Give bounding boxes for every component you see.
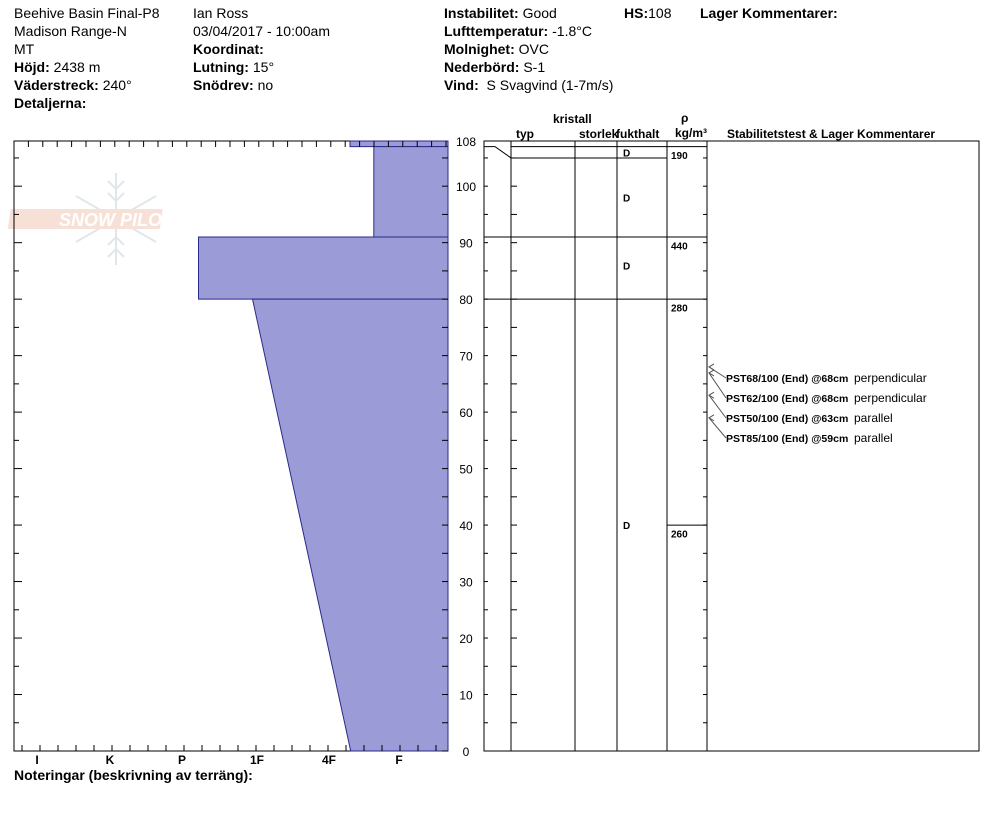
wind-label: Vind:	[444, 77, 479, 93]
observation-datetime: 03/04/2017 - 10:00am	[193, 23, 330, 39]
x-tick-label: K	[105, 753, 115, 767]
observer-name: Ian Ross	[193, 5, 249, 21]
hardness-bar	[199, 237, 449, 299]
hs-value: 108	[648, 5, 672, 21]
airtemp-label: Lufttemperatur:	[444, 23, 549, 39]
stability-test-note: parallel	[854, 411, 893, 425]
density-label: 190	[671, 151, 688, 163]
range-name: Madison Range-N	[14, 23, 127, 39]
y-tick-label: 108	[455, 135, 477, 149]
header-storlek: storlek	[579, 127, 619, 141]
stability-test-label: PST62/100 (End) @68cm	[726, 393, 849, 405]
header-rho-unit: kg/m³	[675, 126, 708, 140]
layer-table-frame	[484, 141, 979, 751]
x-tick-label: I	[35, 753, 39, 767]
slope-label: Lutning:	[193, 59, 249, 75]
aspect-value: 240°	[102, 77, 132, 93]
header-kristall: kristall	[553, 112, 592, 126]
stability-test-label: PST50/100 (End) @63cm	[726, 413, 849, 425]
logo-text: SNOW PILOT	[59, 210, 173, 230]
moisture-label: D	[623, 193, 631, 205]
coordinate-label: Koordinat:	[193, 41, 264, 57]
moisture-label: D	[623, 148, 631, 160]
x-tick-label: 4F	[321, 753, 337, 767]
slope-value: 15°	[252, 59, 275, 75]
details-label: Detaljerna:	[14, 95, 87, 111]
stability-test-arrow	[709, 370, 714, 376]
y-tick-label: 10	[459, 688, 473, 703]
header-stability: Stabilitetstest & Lager Kommentarer	[727, 127, 936, 141]
header-typ: typ	[516, 127, 534, 141]
y-tick-label: 100	[455, 180, 477, 195]
drift-label: Snödrev:	[193, 77, 254, 93]
drift-value: no	[257, 77, 274, 93]
footer-notes-label: Noteringar (beskrivning av terräng):	[14, 767, 253, 783]
airtemp-value: -1.8°C	[552, 23, 592, 39]
x-tick-label: 1F	[249, 753, 265, 767]
density-label: 280	[671, 303, 688, 315]
y-tick-label: 70	[459, 349, 473, 364]
stability-test-note: parallel	[854, 431, 893, 445]
header-rho: ρ	[681, 111, 689, 125]
wind-value: S Svagvind (1-7m/s)	[486, 77, 614, 93]
stability-test-pointer	[709, 395, 726, 418]
density-label: 260	[671, 529, 688, 541]
moisture-label: D	[623, 521, 631, 533]
precip-label: Nederbörd:	[444, 59, 520, 75]
stability-label: Instabilitet:	[444, 5, 519, 21]
y-tick-label: 0	[462, 745, 470, 759]
precip-value: S-1	[523, 59, 546, 75]
stability-value: Good	[522, 5, 557, 21]
stability-test-arrow	[709, 415, 714, 421]
x-tick-label: F	[395, 753, 403, 767]
hardness-bar	[350, 141, 448, 147]
y-tick-label: 30	[459, 575, 473, 590]
stability-test-note: perpendicular	[854, 391, 927, 405]
hardness-bar	[253, 299, 449, 751]
elevation-value: 2438 m	[53, 59, 101, 75]
layer-comments-label: Lager Kommentarer:	[700, 5, 838, 21]
density-label: 440	[671, 241, 688, 253]
aspect-label: Väderstreck:	[14, 77, 99, 93]
y-tick-label: 80	[459, 293, 473, 308]
stability-test-label: PST68/100 (End) @68cm	[726, 373, 849, 385]
stability-test-note: perpendicular	[854, 371, 927, 385]
hardness-bar	[374, 147, 448, 237]
y-tick-label: 50	[459, 462, 473, 477]
x-tick-label: P	[177, 753, 187, 767]
y-tick-label: 90	[459, 236, 473, 251]
y-tick-label: 20	[459, 632, 473, 647]
stability-test-arrow	[709, 392, 714, 398]
y-tick-label: 40	[459, 519, 473, 534]
stability-test-label: PST85/100 (End) @59cm	[726, 433, 849, 445]
sky-label: Molnighet:	[444, 41, 515, 57]
moisture-label: D	[623, 261, 631, 273]
state-name: MT	[14, 41, 35, 57]
elevation-label: Höjd:	[14, 59, 50, 75]
y-tick-label: 60	[459, 406, 473, 421]
snowpilot-logo	[8, 173, 175, 265]
hs-label: HS:	[624, 5, 649, 21]
location-name: Beehive Basin Final-P8	[14, 5, 160, 21]
stability-test-pointer	[709, 418, 726, 438]
header-fukthalt: fukthalt	[616, 127, 660, 141]
sky-value: OVC	[518, 41, 549, 57]
